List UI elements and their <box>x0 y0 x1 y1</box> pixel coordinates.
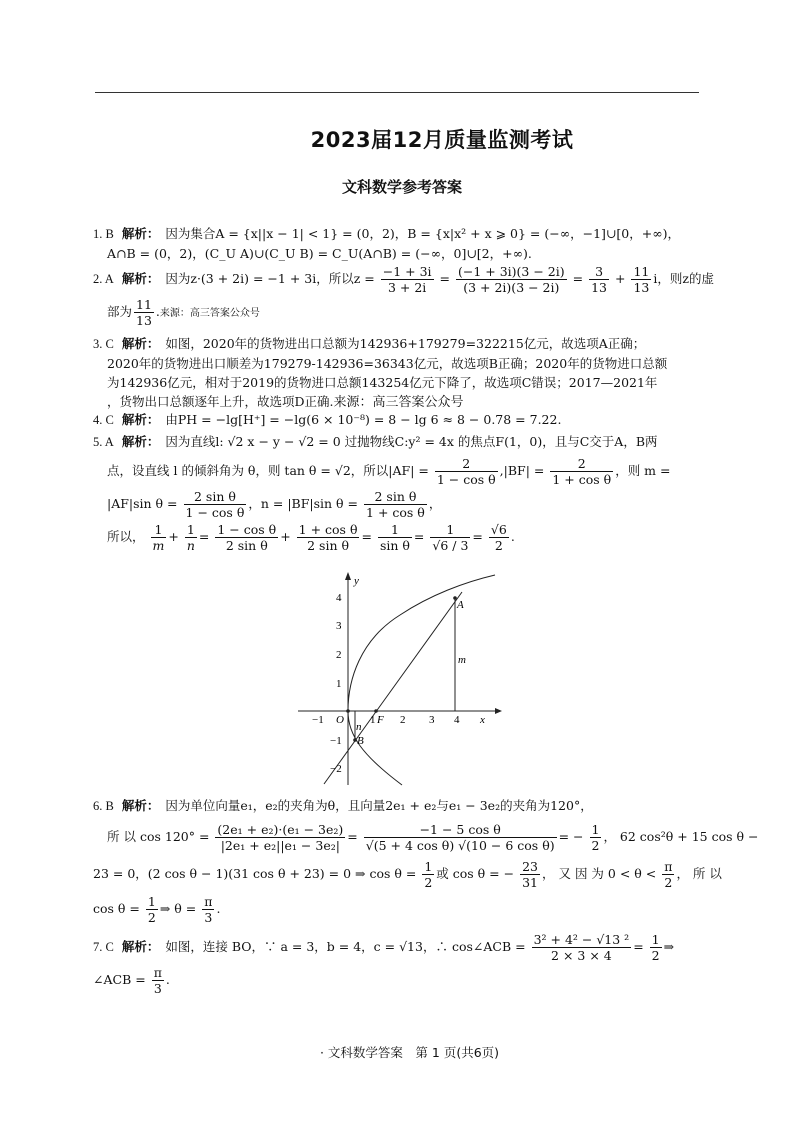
y-tick: 4 <box>336 592 342 604</box>
y-tick: 3 <box>336 620 342 632</box>
answer-text: . <box>155 304 160 319</box>
answer-text: 部为 <box>107 304 133 319</box>
watermark-text: 来源：高三答案公众号 <box>333 395 464 410</box>
answer-text: 因为集合A = {x||x − 1| < 1} = (0，2)，B = {x|x² + x ⩾ 0} = (−∞，−1]∪[0，+∞)， <box>165 226 681 241</box>
answer-text: . <box>165 972 170 987</box>
answer-text: ⇒ <box>663 939 675 954</box>
fraction: $\frac{(-1 + 3i)(3 - 2i)}{(3 + 2i)(3 - 2i)}$ <box>458 264 565 295</box>
page-subtitle: 文科数学参考答案 <box>341 178 462 196</box>
answer-number: 2. A <box>93 272 114 286</box>
chord-line <box>324 592 462 784</box>
parabola-figure <box>290 570 505 790</box>
answer-1 <box>93 224 701 263</box>
fraction: $\frac{1}{2}$ <box>147 894 156 925</box>
fraction: $\frac{\text{3² + 4² − √13 ²}}{2 \times 3 \times 4}$ <box>533 932 630 963</box>
y-axis-label: y <box>354 575 359 587</box>
answer-text: 如图，连接 BO，∵ a = 3，b = 4，c = √13，∴ cos∠ACB = <box>165 939 526 954</box>
equals: = <box>472 529 483 544</box>
y-axis-arrow <box>345 572 351 580</box>
answer-label: 解析： <box>121 226 160 241</box>
fraction: $\frac{11}{13}$ <box>136 297 152 328</box>
answer-text: i，则z的虚 <box>653 271 714 286</box>
fraction: $\frac{1}{2}$ <box>424 859 433 890</box>
fraction: $\frac{\pi}{3}$ <box>204 894 213 925</box>
answer-6 <box>93 796 759 925</box>
point-a-label: A <box>457 599 464 611</box>
answer-text: . <box>510 529 515 544</box>
answer-text: ，货物出口总额逐年上升，故选项D正确. <box>107 394 334 409</box>
equals: = <box>347 829 358 844</box>
answer-2 <box>93 264 714 328</box>
fraction: $\frac{1}{n}$ <box>186 522 195 553</box>
answer-label: 解析： <box>121 939 160 954</box>
answer-5 <box>93 432 701 553</box>
fraction: $\frac{1}{2}$ <box>651 932 660 963</box>
answer-3 <box>93 334 701 412</box>
fraction: $\frac{1}{m}$ <box>152 522 165 553</box>
answer-label: 解析： <box>121 336 160 351</box>
fraction: $\frac{\text{2 sin θ}}{\text{1 − cos θ}}$ <box>185 489 245 520</box>
x-tick: −1 <box>312 714 324 726</box>
answer-text: 因为直线l: √2 x − y − √2 = 0 过抛物线C:y² = 4x 的焦点F(1，0)，且与C交于A，B两 <box>165 434 658 449</box>
equals: = <box>361 529 372 544</box>
answer-4 <box>93 410 701 430</box>
plus: + <box>614 271 626 286</box>
fraction: $\frac{\text{1 − cos θ}}{\text{2 sin θ}}$ <box>217 522 277 553</box>
watermark-text: 来源：高三答案公众号 <box>159 308 260 319</box>
answer-text: 由PH = −lg[H⁺] = −lg(6 × 10⁻⁸) = 8 − lg 6 ≈ 8 − 0.78 = 7.22. <box>165 412 562 427</box>
fraction: $\frac{2}{\text{1 − cos θ}}$ <box>436 456 496 487</box>
fraction: $\frac{23}{31}$ <box>522 859 538 890</box>
answer-text: ，n = |BF|sin θ = <box>248 496 359 511</box>
answer-text: ,|BF| = <box>499 463 545 478</box>
parabola-curve <box>348 575 495 711</box>
equals: = <box>198 529 210 544</box>
answer-text: 因为z·(3 + 2i) = −1 + 3i，所以z = <box>165 271 375 286</box>
point-b-label: B <box>357 735 364 747</box>
point-o-dot <box>346 709 350 713</box>
answer-text: 所以， <box>107 529 145 544</box>
y-tick: 1 <box>336 678 342 690</box>
fraction: $\frac{1}{\text{sin θ}}$ <box>379 522 410 553</box>
answer-text: 如图，2020年的货物进出口总额为142936+179279=322215亿元，故选项A正确； <box>165 336 646 351</box>
equals: = <box>633 939 644 954</box>
x-tick: 4 <box>454 714 460 726</box>
header-rule <box>95 92 699 93</box>
x-tick: 2 <box>400 714 406 726</box>
answer-number: 1. B <box>93 227 114 241</box>
answer-text: 因为单位向量e₁，e₂的夹角为θ，且向量2e₁ + e₂与e₁ − 3e₂的夹角为120°， <box>165 798 593 813</box>
answer-7 <box>93 932 701 996</box>
fraction: $\frac{√6}{2}$ <box>490 522 507 553</box>
plus: + <box>168 529 179 544</box>
answer-number: 5. A <box>93 435 114 449</box>
y-tick: −2 <box>330 763 342 775</box>
y-tick: −1 <box>330 735 342 747</box>
focus-label: F <box>377 714 384 726</box>
segment-m-label: m <box>458 654 466 666</box>
fraction: $\frac{\pi}{3}$ <box>153 965 162 996</box>
answer-text: cos θ = <box>93 901 140 916</box>
point-f-dot <box>374 709 378 713</box>
fraction: $\frac{11}{13}$ <box>633 264 650 295</box>
answer-text: 点，设直线 l 的倾斜角为 θ，则 tan θ = √2，所以|AF| = <box>107 463 429 478</box>
x-axis-label: x <box>480 714 485 726</box>
fraction: $\frac{\text{(2e₁ + e₂)·(e₁ − 3e₂)}}{\text{|2e₁ + e₂||e₁ − 3e₂|}}$ <box>217 822 344 853</box>
answer-number: 4. C <box>93 413 114 427</box>
answer-text: ， 又 因 为 0 < θ < <box>542 866 657 881</box>
plus: + <box>280 529 291 544</box>
answer-text: ， 62 cos²θ + 15 cos θ − <box>603 829 759 844</box>
answer-label: 解析： <box>121 271 160 286</box>
answer-label: 解析： <box>121 798 160 813</box>
answer-text: 2020年的货物进出口顺差为179279-142936=36343亿元，故选项B正确；2020年的货物进口总额 <box>107 356 668 371</box>
answer-text: 或 cos θ = − <box>436 866 515 881</box>
equals: = <box>439 271 451 286</box>
fraction: $\frac{\text{1 + cos θ}}{\text{2 sin θ}}$ <box>298 522 358 553</box>
answer-text: ， 所 以 <box>676 866 722 881</box>
page-title: 2023届12月质量监测考试 <box>310 128 574 152</box>
answer-text: A∩B = (0，2)，(C_U A)∪(C_U B) = C_U(A∩B) = (−∞，0]∪[2，+∞). <box>107 246 532 261</box>
answer-text: 为142936亿元，相对于2019的货物进口总额143254亿元下降了，故选项C错误；2017—2021年 <box>107 375 658 390</box>
answer-label: 解析： <box>121 434 160 449</box>
page-footer: · 文科数学答案 第 1 页(共6页) <box>319 1045 500 1060</box>
answer-text: ∠ACB = <box>93 972 146 987</box>
answer-text: ，则 m = <box>615 463 671 478</box>
answer-number: 7. C <box>93 940 114 954</box>
fraction: $\frac{3}{13}$ <box>591 264 607 295</box>
x-tick: 1 <box>370 714 376 726</box>
answer-number: 6. B <box>93 799 114 813</box>
fraction: $\frac{\text{−1 − 5 cos θ}}{\text{√(5 + 4 cos θ) √(10 − 6 cos θ)}}$ <box>365 822 555 853</box>
answer-text: ⇒ θ = <box>159 901 197 916</box>
equals: = <box>413 529 425 544</box>
x-tick: 3 <box>429 714 435 726</box>
fraction: $\frac{-1 + 3i}{3 + 2i}$ <box>382 264 432 295</box>
answer-text: |AF|sin θ = <box>107 496 178 511</box>
segment-n-label: n <box>356 721 362 733</box>
origin-label: O <box>336 714 344 726</box>
x-axis-arrow <box>495 708 502 714</box>
fraction: $\frac{1}{√6 / 3}$ <box>432 522 469 553</box>
answer-text: . <box>216 901 221 916</box>
equals: = <box>572 271 584 286</box>
answer-text: ， <box>428 496 442 511</box>
answer-number: 3. C <box>93 337 114 351</box>
answer-text: 23 = 0，(2 cos θ − 1)(31 cos θ + 23) = 0 ⇒ cos θ = <box>93 866 417 881</box>
fraction: $\frac{\text{2 sin θ}}{\text{1 + cos θ}}$ <box>366 489 425 520</box>
fraction: $\frac{\pi}{2}$ <box>664 859 673 890</box>
answer-text: 所 以 cos 120° = <box>107 829 210 844</box>
answer-label: 解析： <box>121 412 160 427</box>
y-tick: 2 <box>336 649 342 661</box>
fraction: $\frac{1}{2}$ <box>591 822 600 853</box>
answer-text: = − <box>558 829 584 844</box>
fraction: $\frac{2}{\text{1 + cos θ}}$ <box>552 456 612 487</box>
